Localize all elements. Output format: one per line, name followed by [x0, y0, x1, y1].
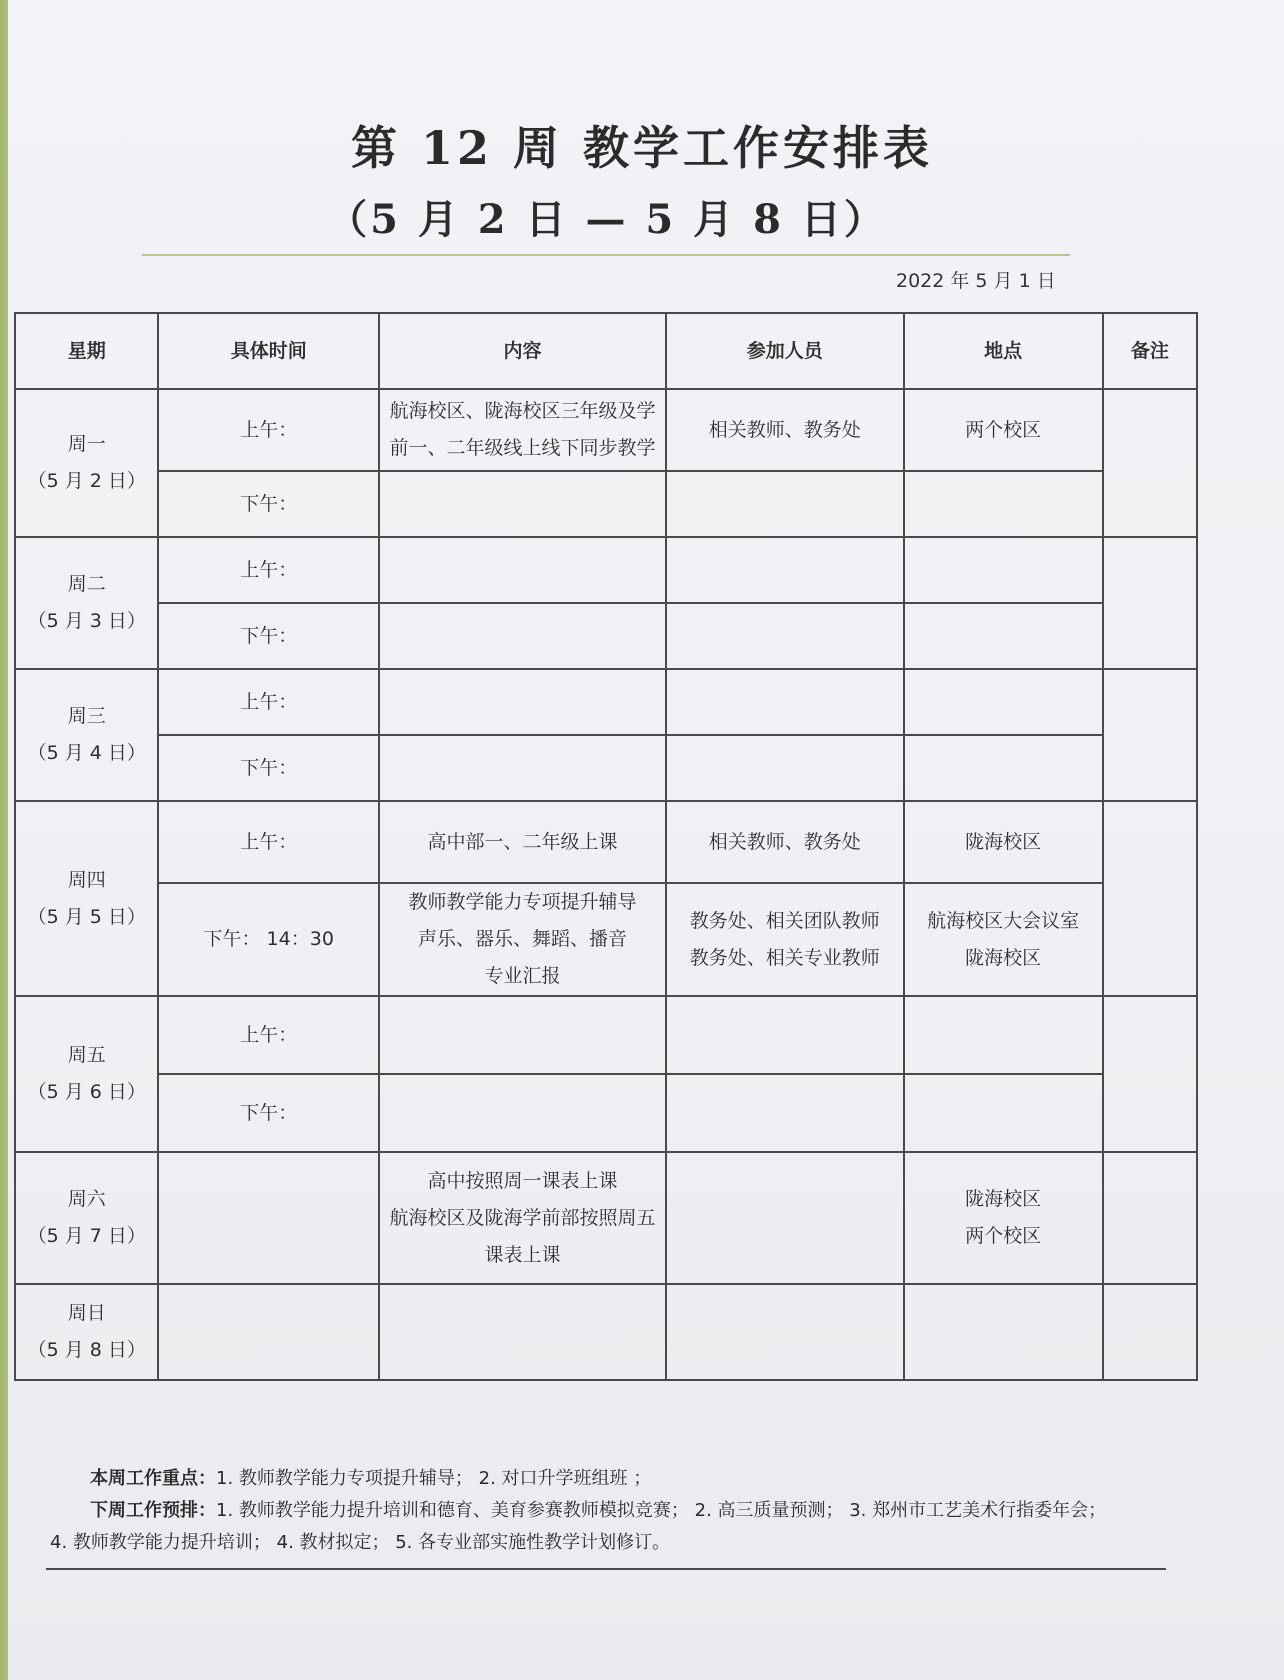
header-weekday: 星期 [15, 313, 158, 389]
time-cell: 上午： [158, 389, 379, 471]
content-cell [379, 1074, 666, 1152]
participants-cell [666, 996, 904, 1074]
focus-label: 本周工作重点： [90, 1468, 216, 1489]
remarks-cell [1103, 801, 1197, 996]
location-line: 陇海校区 [965, 830, 1042, 853]
location-cell [904, 801, 1103, 883]
participants-cell [666, 537, 904, 603]
content-cell [379, 1284, 666, 1380]
location-line: 两个校区 [965, 1225, 1042, 1247]
participants-cell [666, 883, 904, 996]
remarks-cell [1103, 389, 1197, 537]
content-cell [379, 735, 666, 801]
weekday-cell [15, 996, 158, 1152]
location-line: 陇海校区 [965, 946, 1042, 969]
participants-line: 相关教师、教务处 [708, 418, 861, 441]
content-line: 前一、二年级线上线下同步教学 [389, 437, 656, 459]
table-row [15, 1284, 1197, 1380]
location-cell [904, 389, 1103, 471]
remarks-cell [1103, 537, 1197, 669]
table-row [15, 735, 1197, 801]
time-cell: 下午： 14：30 [158, 883, 379, 996]
weekday-cell [15, 1284, 158, 1380]
location-cell [904, 471, 1103, 537]
content-cell [379, 883, 666, 996]
content-line: 声乐、器乐、舞蹈、播音 [417, 928, 627, 950]
weekday-date: （5 月 4 日） [27, 742, 146, 764]
remarks-cell [1103, 669, 1197, 801]
schedule-table [14, 312, 1198, 1381]
weekday-name: 周五 [67, 1044, 106, 1066]
weekday-date: （5 月 5 日） [27, 905, 146, 928]
participants-line: 相关教师、教务处 [708, 830, 861, 853]
table-row [15, 537, 1197, 603]
table-row [15, 1074, 1197, 1152]
content-line: 高中部一、二年级上课 [427, 830, 618, 853]
participants-cell [666, 1074, 904, 1152]
table-row [15, 471, 1197, 537]
content-cell [379, 389, 666, 471]
header-participants: 参加人员 [666, 313, 904, 389]
title-divider [142, 254, 1070, 256]
weekday-date: （5 月 8 日） [27, 1339, 146, 1361]
content-cell [379, 471, 666, 537]
location-cell [904, 669, 1103, 735]
location-line: 两个校区 [965, 418, 1042, 441]
participants-cell [666, 1152, 904, 1284]
location-cell [904, 996, 1103, 1074]
location-cell [904, 735, 1103, 801]
time-cell: 下午： [158, 603, 379, 669]
content-line: 航海校区及陇海学前部按照周五 [389, 1206, 656, 1229]
remarks-cell [1103, 1284, 1197, 1380]
table-row [15, 603, 1197, 669]
participants-cell [666, 389, 904, 471]
participants-cell [666, 471, 904, 537]
weekday-date: （5 月 7 日） [27, 1225, 146, 1247]
remarks-cell [1103, 1152, 1197, 1284]
content-cell [379, 537, 666, 603]
weekday-name: 周三 [67, 705, 106, 727]
table-header-row [15, 313, 1197, 389]
content-line: 高中按照周一课表上课 [427, 1169, 618, 1192]
table-row [15, 801, 1197, 883]
header-content: 内容 [379, 313, 666, 389]
time-cell: 下午： [158, 1074, 379, 1152]
weekday-cell [15, 537, 158, 669]
notes-section [46, 1452, 1166, 1570]
location-cell [904, 1074, 1103, 1152]
location-line: 航海校区大会议室 [927, 909, 1080, 932]
location-cell [904, 1152, 1103, 1284]
content-cell [379, 801, 666, 883]
weekday-cell [15, 801, 158, 996]
participants-cell [666, 1284, 904, 1380]
time-cell: 上午： [158, 537, 379, 603]
table-row [15, 389, 1197, 471]
table-row [15, 669, 1197, 735]
content-line: 课表上课 [484, 1243, 561, 1266]
participants-line: 教务处、相关专业教师 [689, 946, 880, 969]
content-cell [379, 669, 666, 735]
page-title: 第 12 周 教学工作安排表 [350, 121, 934, 175]
location-cell [904, 1284, 1103, 1380]
time-cell: 下午： [158, 471, 379, 537]
time-cell [158, 1152, 379, 1284]
next-label: 下周工作预排： [90, 1500, 216, 1521]
table-row [15, 996, 1197, 1074]
table-row [15, 1152, 1197, 1284]
weekday-cell [15, 669, 158, 801]
table-row [15, 883, 1197, 996]
weekday-name: 周一 [67, 433, 106, 455]
schedule-body [15, 389, 1197, 1380]
participants-cell [666, 735, 904, 801]
time-cell: 下午： [158, 735, 379, 801]
header-remarks: 备注 [1103, 313, 1197, 389]
issue-date: 2022 年 5 月 1 日 [896, 270, 1056, 292]
next-line [90, 1496, 1106, 1522]
content-cell [379, 603, 666, 669]
participants-cell [666, 603, 904, 669]
weekday-name: 周四 [67, 868, 106, 891]
content-line: 航海校区、陇海校区三年级及学 [389, 400, 656, 422]
participants-cell [666, 669, 904, 735]
weekday-name: 周日 [67, 1302, 106, 1324]
weekday-cell [15, 389, 158, 537]
time-cell: 上午： [158, 669, 379, 735]
participants-line: 教务处、相关团队教师 [689, 909, 880, 932]
weekday-date: （5 月 2 日） [27, 470, 146, 492]
focus-text: 1. 教师教学能力专项提升辅导； 2. 对口升学班组班 ； [216, 1468, 652, 1489]
weekday-date: （5 月 3 日） [27, 610, 146, 632]
focus-line [90, 1464, 651, 1490]
header-location: 地点 [904, 313, 1103, 389]
time-cell: 上午： [158, 801, 379, 883]
time-cell [158, 1284, 379, 1380]
page-subtitle: （5 月 2 日 — 5 月 8 日） [327, 196, 887, 243]
weekday-name: 周六 [67, 1188, 106, 1210]
content-cell [379, 1152, 666, 1284]
location-cell [904, 537, 1103, 603]
location-cell [904, 603, 1103, 669]
next-text: 1. 教师教学能力提升培训和德育、美育参赛教师模拟竞赛； 2. 高三质量预测； 3. 郑州市工艺美术行指委年会； [216, 1500, 1107, 1521]
location-line: 陇海校区 [965, 1188, 1042, 1210]
next-line-cont: 4. 教师教学能力提升培训； 4. 教材拟定； 5. 各专业部实施性教学计划修订。 [50, 1532, 671, 1553]
weekday-name: 周二 [67, 573, 106, 595]
participants-cell [666, 801, 904, 883]
time-cell: 上午： [158, 996, 379, 1074]
content-line: 专业汇报 [484, 965, 561, 987]
weekday-cell [15, 1152, 158, 1284]
content-cell [379, 996, 666, 1074]
header-time: 具体时间 [158, 313, 379, 389]
remarks-cell [1103, 996, 1197, 1152]
content-line: 教师教学能力专项提升辅导 [408, 891, 637, 913]
location-cell [904, 883, 1103, 996]
weekday-date: （5 月 6 日） [27, 1081, 146, 1103]
